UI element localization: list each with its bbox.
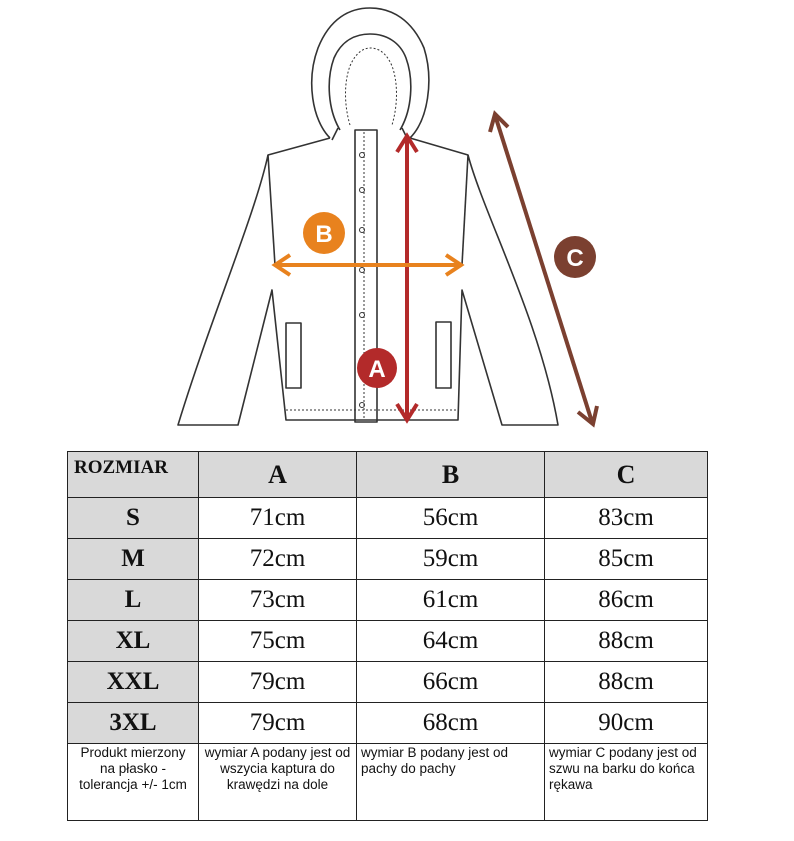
a-cell: 79cm <box>199 662 357 703</box>
measure-c <box>490 114 597 424</box>
label-a: A <box>368 356 386 383</box>
c-cell: 86cm <box>545 580 708 621</box>
left-pocket <box>286 323 301 388</box>
a-cell: 73cm <box>199 580 357 621</box>
label-b: B <box>315 221 333 248</box>
measure-b <box>275 212 461 275</box>
c-cell: 85cm <box>545 539 708 580</box>
size-table <box>67 451 708 821</box>
size-cell: L <box>68 580 199 621</box>
table-row <box>68 621 708 662</box>
b-cell: 64cm <box>357 621 545 662</box>
note-a: wymiar A podany jest od wszycia kaptura do krawędzi na dole <box>199 744 357 821</box>
table-row <box>68 539 708 580</box>
header-c: C <box>545 452 708 498</box>
hood <box>312 8 429 138</box>
notes-row <box>68 744 708 821</box>
table-row <box>68 498 708 539</box>
a-cell: 71cm <box>199 498 357 539</box>
table-row <box>68 703 708 744</box>
c-cell: 88cm <box>545 662 708 703</box>
a-cell: 79cm <box>199 703 357 744</box>
b-cell: 66cm <box>357 662 545 703</box>
c-cell: 88cm <box>545 621 708 662</box>
b-cell: 59cm <box>357 539 545 580</box>
b-cell: 56cm <box>357 498 545 539</box>
note-c: wymiar C podany jest od szwu na barku do końca rękawa <box>545 744 708 821</box>
header-a: A <box>199 452 357 498</box>
c-cell: 90cm <box>545 703 708 744</box>
table-row <box>68 580 708 621</box>
a-cell: 75cm <box>199 621 357 662</box>
label-c: C <box>566 245 584 272</box>
right-pocket <box>436 322 451 388</box>
b-cell: 61cm <box>357 580 545 621</box>
note-b: wymiar B podany jest od pachy do pachy <box>357 744 545 821</box>
note-general: Produkt mierzony na płasko - tolerancja +/- 1cm <box>68 744 199 821</box>
measure-a <box>357 136 417 420</box>
size-cell: XL <box>68 621 199 662</box>
size-cell: 3XL <box>68 703 199 744</box>
table-header-row <box>68 452 708 498</box>
header-b: B <box>357 452 545 498</box>
header-size: ROZMIAR <box>68 452 199 498</box>
size-cell: XXL <box>68 662 199 703</box>
table-row <box>68 662 708 703</box>
c-cell: 83cm <box>545 498 708 539</box>
size-cell: S <box>68 498 199 539</box>
size-cell: M <box>68 539 199 580</box>
a-cell: 72cm <box>199 539 357 580</box>
b-cell: 68cm <box>357 703 545 744</box>
